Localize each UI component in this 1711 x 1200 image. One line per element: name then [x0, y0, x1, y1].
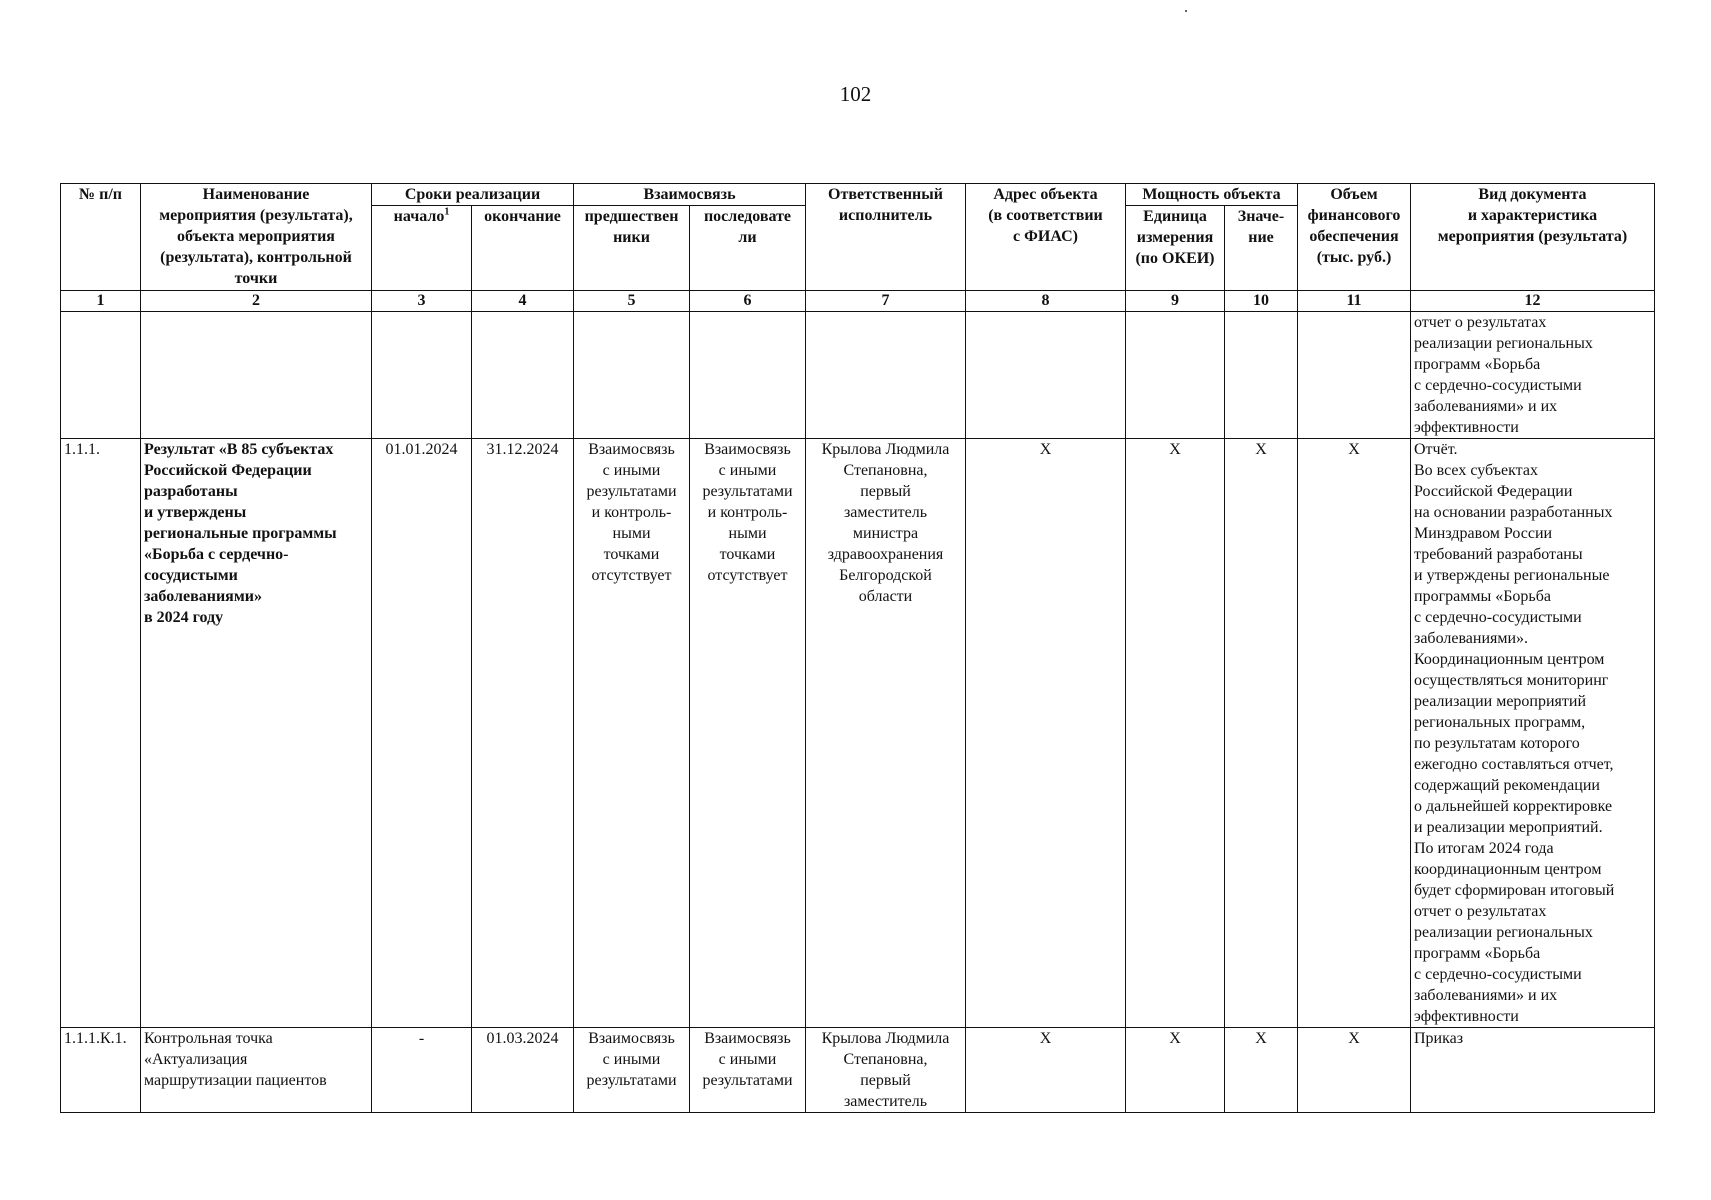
header-address: Адрес объекта (в соответствии с ФИАС): [966, 184, 1126, 291]
empty-cell: [690, 312, 806, 439]
empty-cell: [806, 312, 966, 439]
column-number: 10: [1225, 291, 1298, 312]
header-link-group: Взаимосвязь: [574, 184, 806, 206]
scan-speck: [1185, 10, 1187, 12]
page-number: 102: [839, 82, 872, 106]
row-name-cell: Результат «В 85 субъектах Российской Федерации разработаны и утверждены региональные программы «Борьба с сердечно- сосудистыми заболеваниями» в 2024 году: [141, 439, 372, 1028]
header-finance: Объем финансового обеспечения (тыс. руб.): [1298, 184, 1411, 291]
column-number: 9: [1126, 291, 1225, 312]
address-cell: X: [966, 439, 1126, 1028]
header-doc-type: Вид документа и характеристика мероприятия (результата): [1411, 184, 1655, 291]
empty-cell: [1126, 312, 1225, 439]
header-num: № п/п: [61, 184, 141, 291]
column-number-row: [61, 291, 1655, 312]
row-num-cell: 1.1.1.: [61, 439, 141, 1028]
address-cell: X: [966, 1028, 1126, 1113]
unit-cell: X: [1126, 1028, 1225, 1113]
predecessors-cell: Взаимосвязь с иными результатами и контроль- ными точками отсутствует: [574, 439, 690, 1028]
header-predecessors: предшествен ники: [574, 206, 690, 291]
header-start-label: начало: [393, 208, 445, 225]
header-terms-group: Сроки реализации: [372, 184, 574, 206]
header-successors: последовате ли: [690, 206, 806, 291]
empty-cell: [574, 312, 690, 439]
column-number: 1: [61, 291, 141, 312]
empty-cell: [472, 312, 574, 439]
start-date-cell: -: [372, 1028, 472, 1113]
column-number: 3: [372, 291, 472, 312]
header-name: Наименование мероприятия (результата), объекта мероприятия (результата), контрольной точки: [141, 184, 372, 291]
finance-cell: X: [1298, 439, 1411, 1028]
column-number: 5: [574, 291, 690, 312]
empty-cell: [141, 312, 372, 439]
responsible-cell: Крылова Людмила Степановна, первый заместитель министра здравоохранения Белгородской области: [806, 439, 966, 1028]
column-number: 11: [1298, 291, 1411, 312]
start-date-cell: 01.01.2024: [372, 439, 472, 1028]
end-date-cell: 01.03.2024: [472, 1028, 574, 1113]
activity-plan-table: [60, 183, 1655, 1113]
value-cell: X: [1225, 1028, 1298, 1113]
doc-cell: Приказ: [1411, 1028, 1655, 1113]
empty-cell: [61, 312, 141, 439]
row-name-cell: Контрольная точка «Актуализация маршрутизации пациентов: [141, 1028, 372, 1113]
column-number: 7: [806, 291, 966, 312]
footnote-mark: 1: [444, 206, 450, 218]
header-responsible: Ответственный исполнитель: [806, 184, 966, 291]
table-row-continuation: [61, 312, 1655, 439]
column-number: 12: [1411, 291, 1655, 312]
doc-cell: отчет о результатах реализации региональных программ «Борьба с сердечно-сосудистыми заболеваниями» и их эффективности: [1411, 312, 1655, 439]
successors-cell: Взаимосвязь с иными результатами и контроль- ными точками отсутствует: [690, 439, 806, 1028]
table-row-1-1-1: [61, 439, 1655, 1028]
empty-cell: [966, 312, 1126, 439]
empty-cell: [372, 312, 472, 439]
value-cell: X: [1225, 439, 1298, 1028]
header-start: [372, 206, 472, 291]
header-capacity-group: Мощность объекта: [1126, 184, 1298, 206]
empty-cell: [1298, 312, 1411, 439]
doc-cell: Отчёт. Во всех субъектах Российской Федерации на основании разработанных Минздравом России требований разработаны и утверждены региональные программы «Борьба с сердечно-сосудистыми заболеваниями». Координационным центром осуществляться мониторинг реализации мероприятий региональных программ, по результатам которого ежегодно составляться отчет, содержащий рекомендации о дальнейшей корректировке и реализации мероприятий. По итогам 2024 года координационным центром будет сформирован итоговый отчет о результатах реализации региональных программ «Борьба с сердечно-сосудистыми заболеваниями» и их эффективности: [1411, 439, 1655, 1028]
predecessors-cell: Взаимосвязь с иными результатами: [574, 1028, 690, 1113]
responsible-cell: Крылова Людмила Степановна, первый заместитель: [806, 1028, 966, 1113]
successors-cell: Взаимосвязь с иными результатами: [690, 1028, 806, 1113]
header-end: окончание: [472, 206, 574, 291]
column-number: 8: [966, 291, 1126, 312]
finance-cell: X: [1298, 1028, 1411, 1113]
column-number: 6: [690, 291, 806, 312]
end-date-cell: 31.12.2024: [472, 439, 574, 1028]
unit-cell: X: [1126, 439, 1225, 1028]
column-number: 4: [472, 291, 574, 312]
table-row-1-1-1-k-1: [61, 1028, 1655, 1113]
row-num-cell: 1.1.1.К.1.: [61, 1028, 141, 1113]
header-value: Значе- ние: [1225, 206, 1298, 291]
header-unit: Единица измерения (по ОКЕИ): [1126, 206, 1225, 291]
empty-cell: [1225, 312, 1298, 439]
column-number: 2: [141, 291, 372, 312]
